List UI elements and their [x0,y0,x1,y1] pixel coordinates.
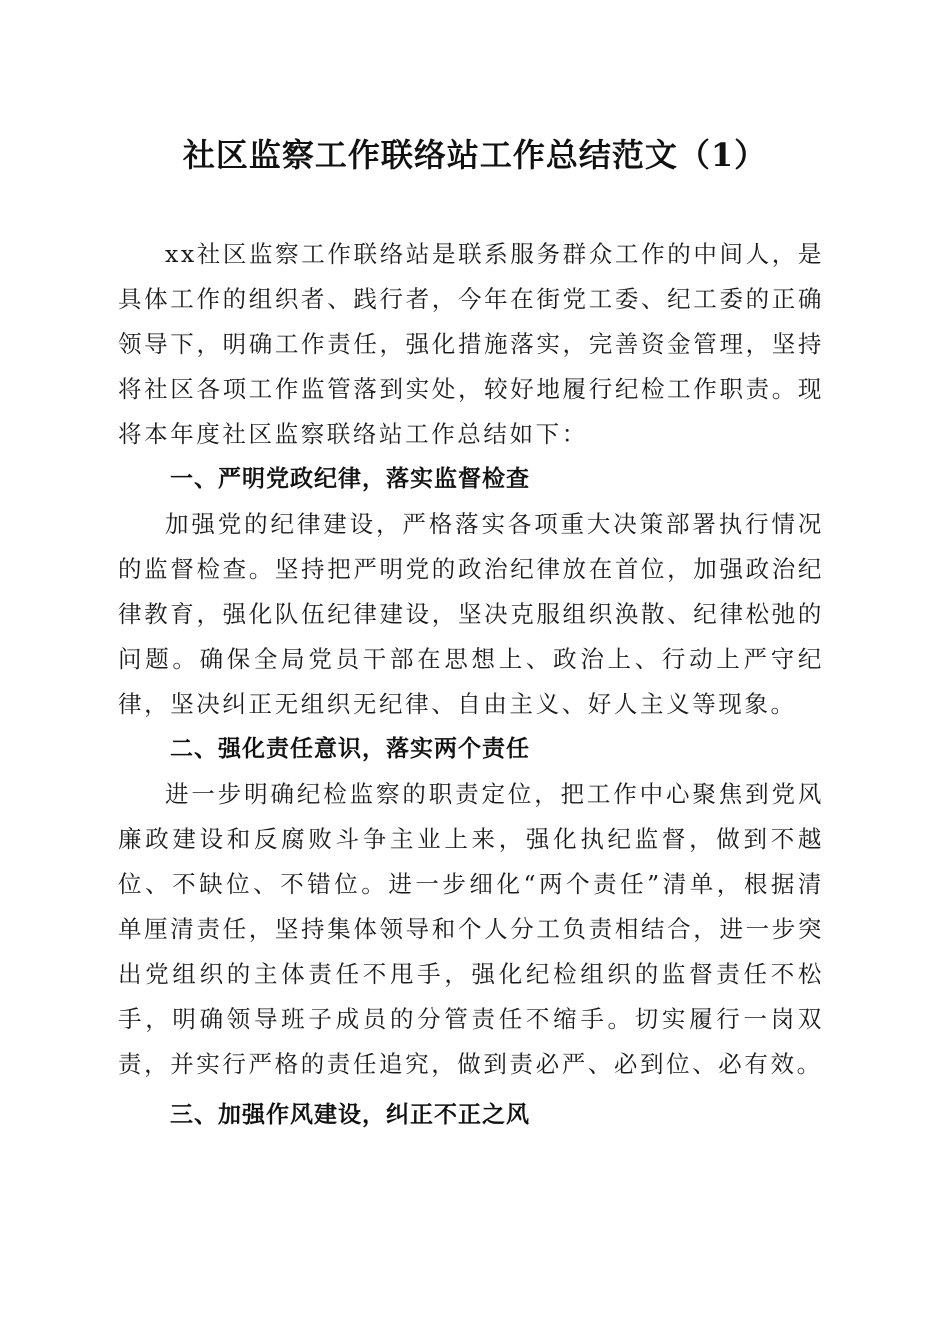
section-heading-1: 一、严明党政纪律，落实监督检查 [170,466,530,492]
document-body [118,232,824,1138]
intro-paragraph: xx社区监察工作联络站是联系服务群众工作的中间人，是具体工作的组织者、践行者，今年在街党工委、纪工委的正确领导下，明确工作责任，强化措施落实，完善资金管理，坚持将社区各项工作监管落到实处，较好地履行纪检工作职责。现将本年度社区监察联络站工作总结如下： [118,240,824,448]
section-paragraph-2: 进一步明确纪检监察的职责定位，把工作中心聚焦到党风廉政建设和反腐败斗争主业上来，强化执纪监督，做到不越位、不缺位、不错位。进一步细化“两个责任”清单，根据清单厘清责任，坚持集体领导和个人分工负责相结合，进一步突出党组织的主体责任不甩手，强化纪检组织的监督责任不松手，明确领导班子成员的分管责任不缩手。切实履行一岗双责，并实行严格的责任追究，做到责必严、必到位、必有效。 [118,780,824,1078]
section-heading-3: 三、加强作风建设，纠正不正之风 [170,1102,530,1128]
section-heading-2: 二、强化责任意识，落实两个责任 [170,736,530,762]
document-title: 社区监察工作联络站工作总结范文（1） [182,136,768,174]
section-paragraph-1: 加强党的纪律建设，严格落实各项重大决策部署执行情况的监督检查。坚持把严明党的政治纪律放在首位，加强政治纪律教育，强化队伍纪律建设，坚决克服组织涣散、纪律松弛的问题。确保全局党员干部在思想上、政治上、行动上严守纪律，坚决纠正无组织无纪律、自由主义、好人主义等现象。 [118,510,824,718]
